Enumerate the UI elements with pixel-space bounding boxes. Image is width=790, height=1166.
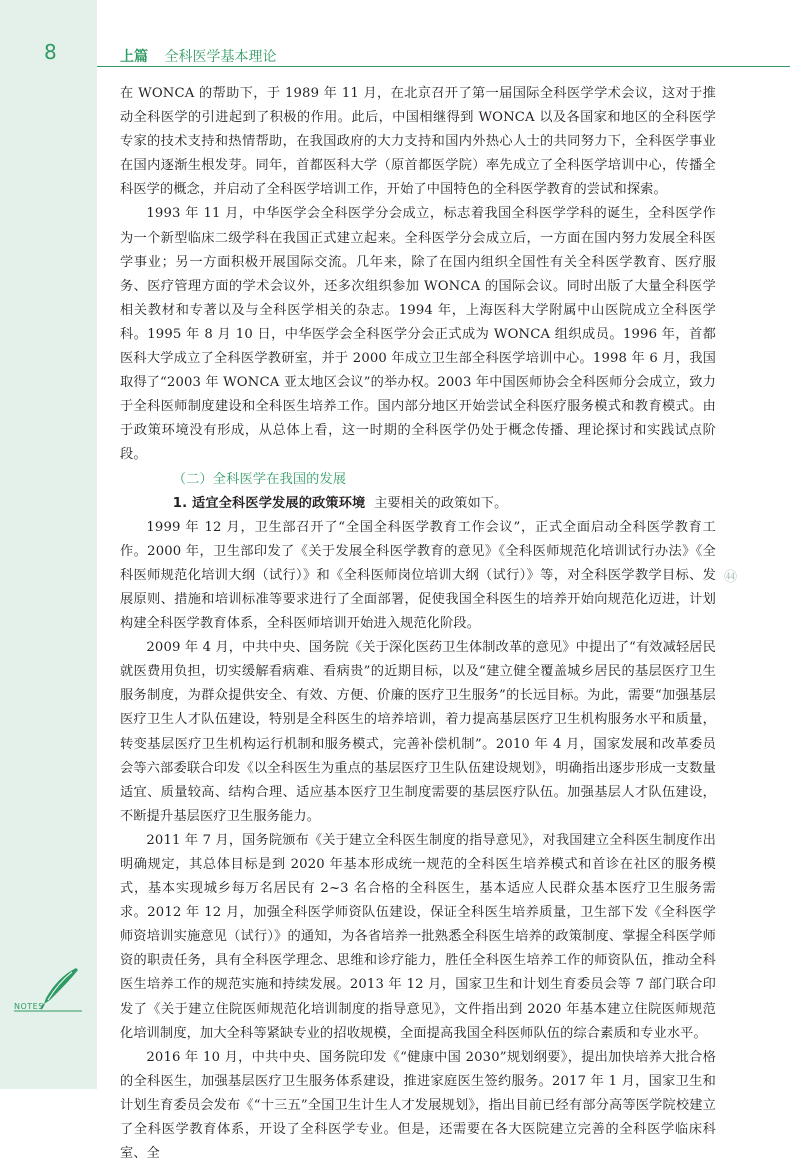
section-title: （二）全科医学在我国的发展 [172,471,347,487]
paragraph: 1999 年 12 月，卫生部召开了“全国全科医学教育工作会议”，正式全面启动全科医学教育工作。2000 年，卫生部印发了《关于发展全科医学教育的意见》《全科医师规范化培训试行办法》《全科医师规范化培训大纲（试行）》和《全科医师岗位培训大纲（试行）》等，对全科医学教学目标、发展原则、措施和培训标准等要求进行了全面部署，促使我国全科医生的培养开始向规范化迈进，计划构建全科医学教育体系，全科医师培训开始进入规范化阶段。 [120,519,716,632]
page-number: 8 [44,40,57,64]
notes-label: NOTES [14,1002,44,1011]
subsection-text: 主要相关的政策如下。 [374,495,508,511]
notes-marker [14,964,84,1034]
paragraph: 2009 年 4 月，中共中央、国务院《关于深化医药卫生体制改革的意见》中提出了“有效减轻居民就医费用负担，切实缓解看病难、看病贵”的近期目标，以及“建立健全覆盖城乡居民的基层医疗卫生服务制度，为群众提供安全、有效、方便、价廉的医疗卫生服务”的长远目标。为此，需要“加强基层医疗卫生人才队伍建设，特别是全科医生的培养培训，着力提高基层医疗卫生机构服务水平和质量，转变基层医疗卫生机构运行机制和服务模式，完善补偿机制”。2010 年 4 月，国家发展和改革委员会等六部委联合印发《以全科医生为重点的基层医疗卫生队伍建设规划》，明确指出逐步形成一支数量适宜、质量较高、结构合理、适应基本医疗卫生制度需要的基层医疗队伍。加强基层人才队伍建设，不断提升基层医疗卫生服务能力。 [120,640,716,824]
subsection-label: 1. 适宜全科医学发展的政策环境 [172,495,366,511]
margin-strip [0,0,97,1089]
subsection-heading [120,492,716,516]
paragraph: 2016 年 10 月，中共中央、国务院印发《“健康中国 2030”规划纲要》，提出加快培养大批合格的全科医生，加强基层医疗卫生服务体系建设，推进家庭医生签约服务。2017 年 1 月，国家卫生和计划生育委员会发布《“十三五”全国卫生计生人才发展规划》，指出目前已经有部分高等医学院校建立了全科医学教育体系，开设了全科医学专业。但是，还需要在各大医院建立完善的全科医学临床科室、全 [120,1049,716,1162]
body-text [120,82,716,1166]
header-part: 上篇 [120,49,148,65]
paragraph: 1993 年 11 月，中华医学会全科医学分会成立，标志着我国全科医学学科的诞生，全科医学作为一个新型临床二级学科在我国正式建立起来。全科医学分会成立后，一方面在国内努力发展全科医学事业；另一方面积极开展国际交流。几年来，除了在国内组织全国性有关全科医学教育、医疗服务、医疗管理方面的学术会议外，还多次组织参加 WONCA 的国际会议。同时出版了大量全科医学相关教材和专著以及与全科医学相关的杂志。1994 年，上海医科大学附属中山医院成立全科医学科。1995 年 8 月 10 日，中华医学会全科医学分会正式成为 WONCA 组织成员。1996 年，首都医科大学成立了全科医学教研室，并于 2000 年成立卫生部全科医学培训中心。1998 年 6 月，我国取得了“2003 年 WONCA 亚太地区会议”的举办权。2003 年中国医师协会全科医师分会成立，致力于全科医师制度建设和全科医生培养工作。国内部分地区开始尝试全科医疗服务模式和教育模式。由于政策环境没有形成，从总体上看，这一时期的全科医学仍处于概念传播、理论探讨和实践试点阶段。 [120,206,716,463]
header-chapter: 全科医学基本理论 [164,49,277,65]
pen-icon [14,964,84,1024]
paragraph: 2011 年 7 月，国务院颁布《关于建立全科医生制度的指导意见》，对我国建立全科医生制度作出明确规定，其总体目标是到 2020 年基本形成统一规范的全科医生培养模式和首诊在社区的服务模式，基本实现城乡每万名居民有 2~3 名合格的全科医生，基本适应人民群众基本医疗卫生服务需求。2012 年 12 月，加强全科医学师资队伍建设，保证全科医生培养质量，卫生部下发《全科医学师资培训实施意见（试行）》的通知，为各省培养一批熟悉全科医生培养的政策制度、掌握全科医学师资的职责任务，具有全科医学理念、思维和诊疗能力，胜任全科医生培养工作的师资队伍，推动全科医生培养工作的规范实施和持续发展。2013 年 12 月，国家卫生和计划生育委员会等 7 部门联合印发了《关于建立住院医师规范化培训制度的指导意见》，文件指出到 2020 年基本建立住院医师规范化培训制度，加大全科等紧缺专业的招收规模，全面提高我国全科医师队伍的综合素质和专业水平。 [120,832,716,1041]
paragraph: 在 WONCA 的帮助下，于 1989 年 11 月，在北京召开了第一届国际全科医学学术会议，这对于推动全科医学的引进起到了积极的作用。此后，中国相继得到 WONCA 以及各国家和地区的全科医学专家的技术支持和热情帮助，在我国政府的大力支持和国内外热心人士的共同努力下，全科医学事业在国内逐渐生根发芽。同年，首都医科大学（原首都医学院）率先成立了全科医学培训中心，传播全科医学的概念，并启动了全科医学培训工作，开始了中国特色的全科医学教育的尝试和探索。 [120,86,716,198]
running-header [120,46,276,66]
header-rule [97,66,790,67]
margin-mark-icon: ㊹ [724,570,738,585]
